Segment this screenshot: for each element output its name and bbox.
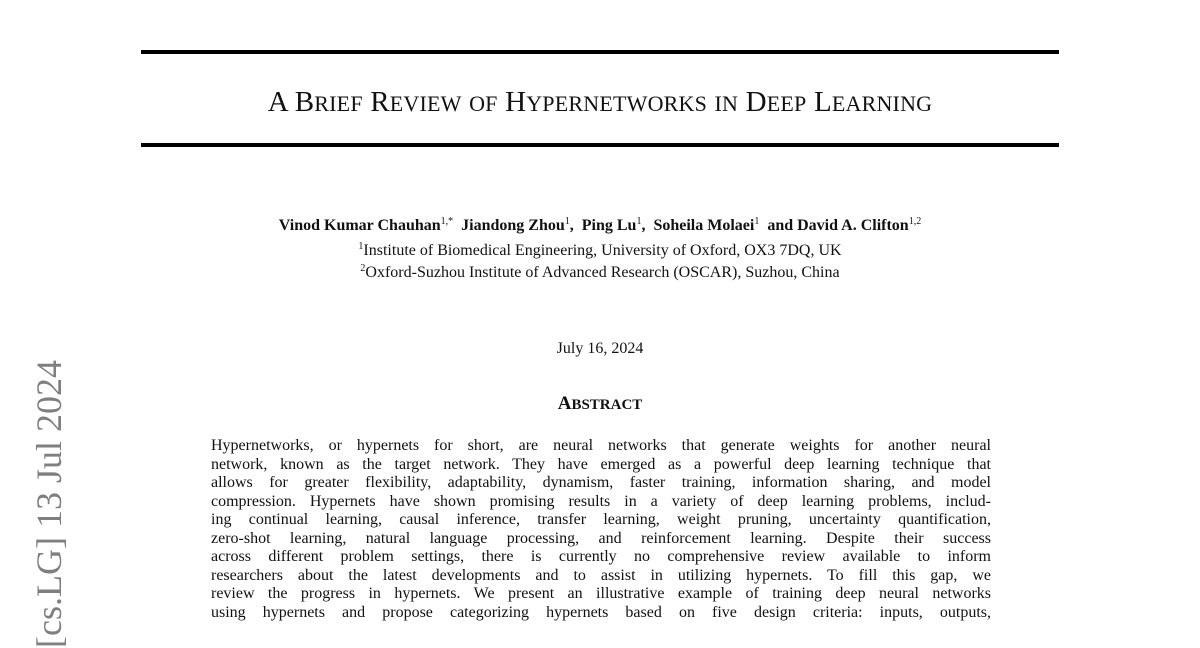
affiliation [141, 241, 1059, 260]
affiliation-text: Oxford-Suzhou Institute of Advanced Research (OSCAR), Suzhou, China [365, 264, 840, 281]
author-list: Vinod Kumar Chauhan$^{1,*}$ Jiandong Zhou$^1$, Ping Lu$^1$, Soheila Molaei$^1$ and David A. Clifton$^{1,2}$ [278, 216, 922, 234]
abstract-line: using hypernets and propose categorizing hypernets based on five design criteria: inputs, outputs, [211, 603, 991, 621]
arxiv-stamp: [cs.LG] 13 Jul 2024 [29, 360, 69, 648]
abstract-line: network, known as the target network. They have emerged as a powerful deep learning technique that [211, 455, 991, 473]
affiliation [141, 263, 1059, 282]
abstract-line: compression. Hypernets have shown promising results in a variety of deep learning problems, includ- [211, 492, 991, 510]
abstract-line: across different problem settings, there is currently no comprehensive review available to inform [211, 548, 991, 565]
title-word: BRIEF [294, 86, 363, 118]
title-word: HYPERNETWORKS [505, 86, 708, 118]
affiliation-sup: 1 [358, 241, 364, 252]
author-sup: 1 [754, 216, 760, 227]
author-name: Jiandong Zhou [461, 217, 565, 234]
paper-title [141, 86, 1059, 119]
title-word: OF [469, 91, 498, 116]
title-word: A [267, 86, 288, 118]
title-word: REVIEW [370, 86, 462, 118]
title-word: LEARNING [813, 86, 933, 118]
abstract-line: review the progress in hypernets. We present an illustrative example of training deep neural networks [211, 585, 991, 602]
affiliation-sup: 2 [360, 263, 366, 274]
title-word: DEEP [745, 86, 807, 118]
author-name: Soheila Molaei [653, 217, 755, 234]
abstract-heading: ABSTRACT [557, 393, 643, 414]
title-rule-bottom [141, 143, 1059, 147]
author-name: and David A. Clifton [767, 217, 909, 234]
author-sup: 1 [564, 216, 570, 227]
author-sup: 1,* [440, 216, 454, 227]
affiliation-text: Institute of Biomedical Engineering, University of Oxford, OX3 7DQ, UK [363, 242, 842, 259]
abstract-line: allows for greater flexibility, adaptability, dynamism, faster training, information sharing, and model [211, 474, 991, 491]
paper-date: July 16, 2024 [556, 340, 644, 357]
abstract-body [211, 437, 991, 622]
title-word: IN [714, 91, 739, 116]
author-name: Ping Lu [581, 217, 637, 234]
abstract-line: zero-shot learning, natural language processing, and reinforcement learning. Despite their success [211, 529, 991, 547]
abstract-line: researchers about the latest developments and to assist in utilizing hypernets. To fill this gap, we [211, 566, 991, 584]
abstract-line: Hypernetworks, or hypernets for short, are neural networks that generate weights for another neural [211, 437, 991, 454]
author-sup: 1,2 [908, 216, 922, 227]
author-sup: 1 [636, 216, 642, 227]
abstract-line: ing continual learning, causal inference, transfer learning, weight pruning, uncertainty quantification, [211, 511, 991, 528]
title-rule-top [141, 50, 1059, 54]
author-name: Vinod Kumar Chauhan [278, 217, 441, 234]
